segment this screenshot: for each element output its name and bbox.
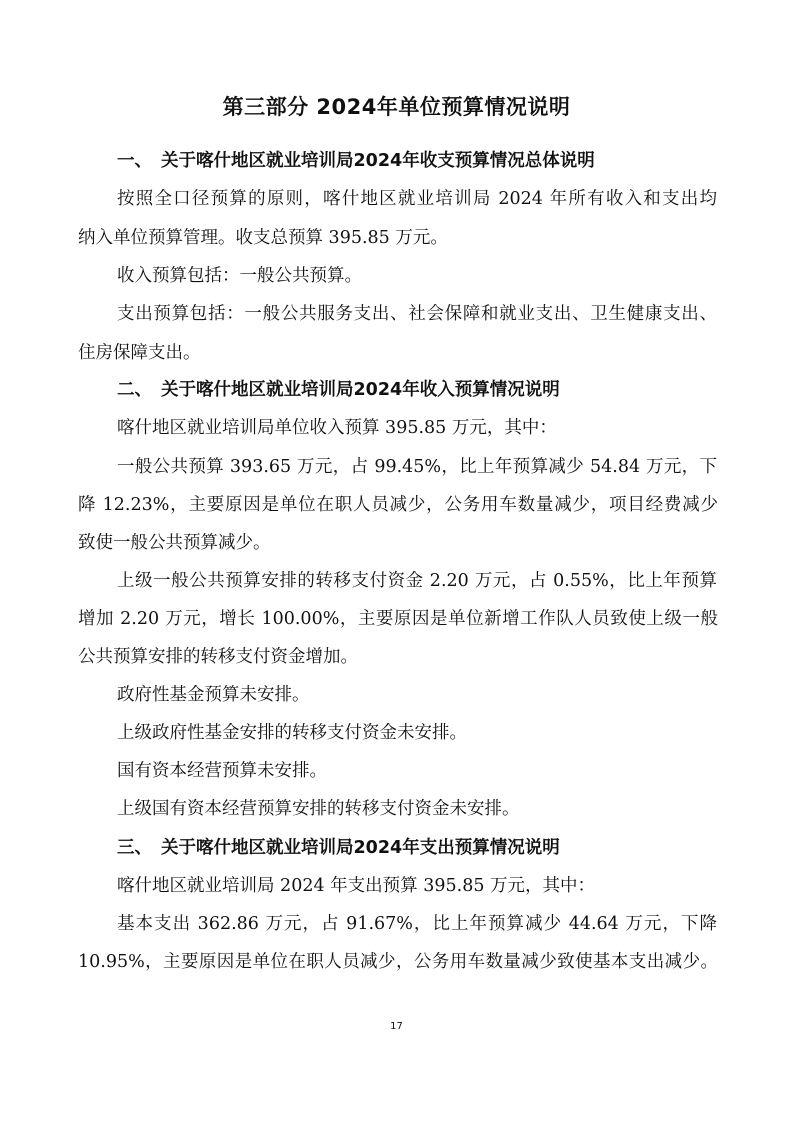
paragraph-line: 上级一般公共预算安排的转移支付资金 2.20 万元，占 0.55%，比上年预算 xyxy=(117,571,717,591)
paragraph-line: 增加 2.20 万元，增长 100.00%，主要原因是单位新增工作队人员致使上级一般 xyxy=(78,609,718,629)
paragraph-line: 致使一般公共预算减少。 xyxy=(78,533,271,553)
paragraph-line: 上级国有资本经营预算安排的转移支付资金未安排。 xyxy=(117,799,520,819)
paragraph-line: 住房保障支出。 xyxy=(78,343,201,363)
paragraph-line: 收入预算包括：一般公共预算。 xyxy=(117,266,362,286)
section-heading-3 xyxy=(117,834,717,862)
paragraph-line: 上级政府性基金安排的转移支付资金未安排。 xyxy=(117,723,467,743)
paragraph-line: 喀什地区就业培训局 2024 年支出预算 395.85 万元，其中： xyxy=(117,876,596,896)
section-number-2: 二、 xyxy=(117,380,152,400)
paragraph-line: 按照全口径预算的原则，喀什地区就业培训局 2024 年所有收入和支出均 xyxy=(117,189,717,209)
paragraph-line: 公共预算安排的转移支付资金增加。 xyxy=(78,647,358,667)
paragraph-line: 国有资本经营预算未安排。 xyxy=(117,761,327,781)
page-number: 17 xyxy=(390,1021,403,1032)
section-heading-text-3: 关于喀什地区就业培训局2024年支出预算情况说明 xyxy=(161,838,560,858)
section-number-3: 三、 xyxy=(117,838,152,858)
section-heading-2 xyxy=(117,376,717,404)
paragraph-line: 喀什地区就业培训局单位收入预算 395.85 万元，其中： xyxy=(117,418,557,438)
paragraph-line: 政府性基金预算未安排。 xyxy=(117,685,310,705)
paragraph-line: 一般公共预算 393.65 万元，占 99.45%，比上年预算减少 54.84 万元，下 xyxy=(117,457,717,477)
paragraph-line: 10.95%，主要原因是单位在职人员减少，公务用车数量减少致使基本支出减少。 xyxy=(78,952,718,972)
page-title: 第三部分 2024年单位预算情况说明 xyxy=(222,95,571,119)
section-number-1: 一、 xyxy=(117,151,152,171)
section-heading-1 xyxy=(117,147,717,175)
paragraph-line: 纳入单位预算管理。收支总预算 395.85 万元。 xyxy=(78,228,448,248)
paragraph-line: 支出预算包括：一般公共服务支出、社会保障和就业支出、卫生健康支出、 xyxy=(117,304,717,324)
section-heading-text-2: 关于喀什地区就业培训局2024年收入预算情况说明 xyxy=(161,380,560,400)
section-heading-text-1: 关于喀什地区就业培训局2024年收支预算情况总体说明 xyxy=(161,151,595,171)
paragraph-line: 基本支出 362.86 万元，占 91.67%，比上年预算减少 44.64 万元，下降 xyxy=(117,914,717,934)
paragraph-line: 降 12.23%，主要原因是单位在职人员减少，公务用车数量减少，项目经费减少 xyxy=(78,495,718,515)
